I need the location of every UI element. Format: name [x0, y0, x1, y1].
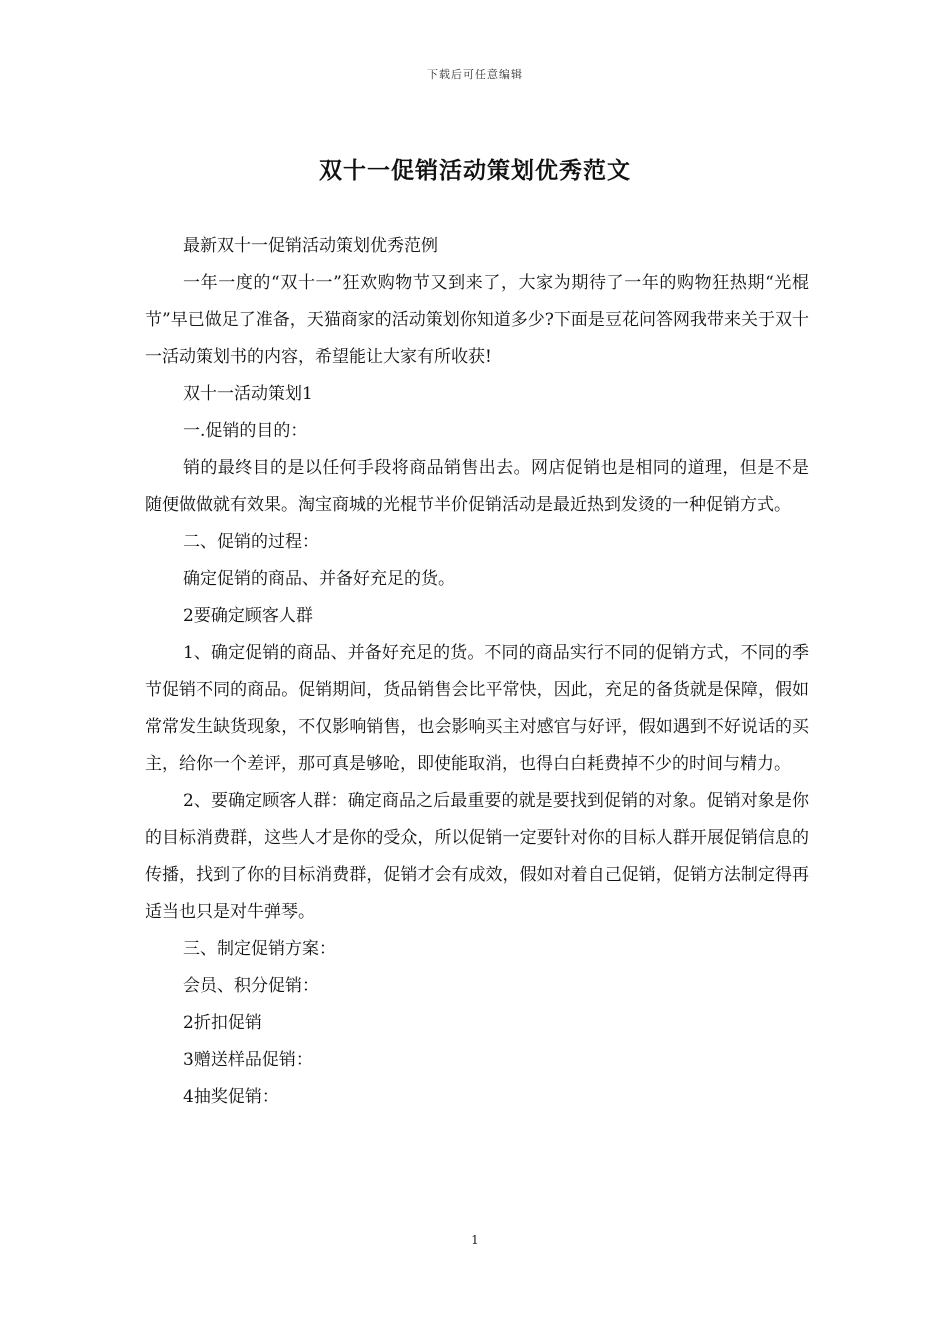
- page-header-note: 下载后可任意编辑: [427, 68, 523, 81]
- section-heading-plan-1: 双十一活动策划1: [183, 384, 313, 404]
- list-item: 2折扣促销: [183, 1013, 262, 1033]
- document-body: [145, 228, 809, 1116]
- paragraph-goods: 1、确定促销的商品、并备好充足的货。不同的商品实行不同的促销方式，不同的季节促销不同的商品。促销期间，货品销售会比平常快，因此，充足的备货就是保障，假如常常发生缺货现象，不仅影响销售，也会影响买主对感官与好评，假如遇到不好说话的买主，给你一个差评，那可真是够呛，即使能取消，也得白白耗费掉不少的时间与精力。: [145, 643, 809, 774]
- paragraph-process-item: 确定促销的商品、并备好充足的货。: [183, 569, 455, 589]
- paragraph-customers: 2、要确定顾客人群：确定商品之后最重要的就是要找到促销的对象。促销对象是你的目标消费群，这些人才是你的受众，所以促销一定要针对你的目标人群开展促销信息的传播，找到了你的目标消费群，促销才会有成效，假如对着自己促销，促销方法制定得再适当也只是对牛弹琴。: [145, 791, 809, 922]
- list-item: 会员、积分促销：: [183, 976, 319, 996]
- paragraph-intro: 一年一度的“双十一”狂欢购物节又到来了，大家为期待了一年的购物狂热期“光棍节”早已做足了准备，天猫商家的活动策划你知道多少?下面是豆花问答网我带来关于双十一活动策划书的内容，希望能让大家有所收获!: [145, 273, 809, 367]
- paragraph-process-item: 2要确定顾客人群: [183, 606, 313, 626]
- page-number: 1: [471, 1233, 479, 1247]
- section-heading-plan: 三、制定促销方案：: [183, 939, 336, 959]
- list-item: 4抽奖促销：: [183, 1087, 279, 1107]
- section-heading-purpose: 一.促销的目的：: [183, 421, 308, 441]
- section-heading-process: 二、促销的过程：: [183, 532, 319, 552]
- list-item: 3赠送样品促销：: [183, 1050, 313, 1070]
- document-title: 双十一促销活动策划优秀范文: [319, 157, 631, 184]
- paragraph-subtitle: 最新双十一促销活动策划优秀范例: [183, 236, 438, 256]
- paragraph-purpose: 销的最终目的是以任何手段将商品销售出去。网店促销也是相同的道理，但是不是随便做做就有效果。淘宝商城的光棍节半价促销活动是最近热到发烫的一种促销方式。: [145, 458, 809, 515]
